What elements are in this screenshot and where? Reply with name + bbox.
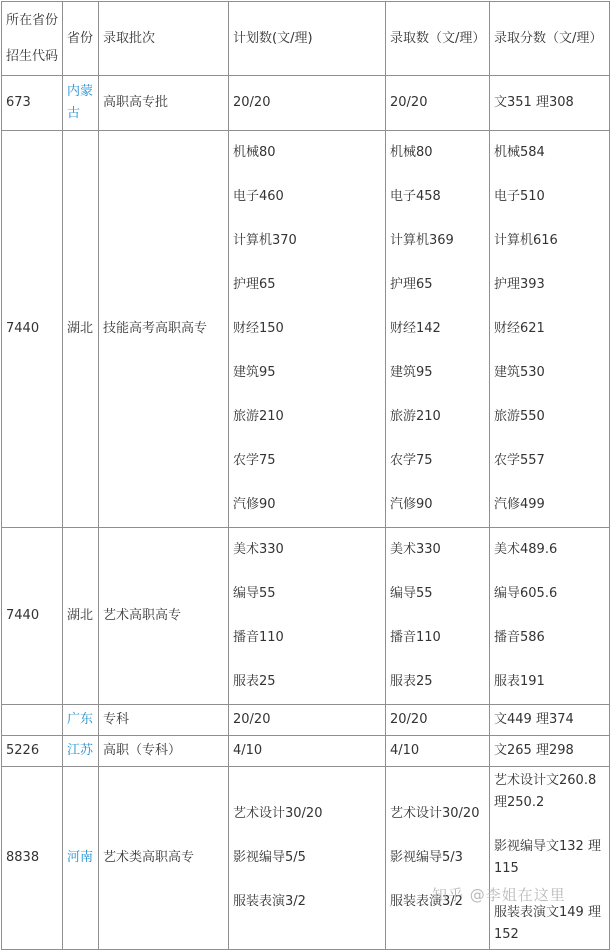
batch-cell: 专科 xyxy=(99,705,229,736)
plan-item: 机械80 xyxy=(233,145,276,160)
score-item: 播音586 xyxy=(494,630,545,645)
admitted-item: 计算机369 xyxy=(390,233,454,248)
admitted-item: 建筑95 xyxy=(390,365,433,380)
table-row xyxy=(2,767,610,950)
table-row xyxy=(2,131,610,528)
header-code-line1: 所在省份 xyxy=(6,12,59,28)
score-item: 旅游550 xyxy=(494,409,545,424)
plan-cell: 20/20 xyxy=(229,705,386,736)
plan-cell: 20/20 xyxy=(229,76,386,131)
score-item: 汽修499 xyxy=(494,497,545,512)
score-item: 编导605.6 xyxy=(494,586,558,601)
code-cell: 7440 xyxy=(2,131,63,528)
score-item: 财经621 xyxy=(494,321,545,336)
admitted-cell xyxy=(386,131,490,528)
admitted-item: 财经142 xyxy=(390,321,441,336)
admitted-item: 美术330 xyxy=(390,542,441,557)
plan-item: 服装表演3/2 xyxy=(233,894,306,909)
code-cell: 5226 xyxy=(2,736,63,767)
admitted-item: 旅游210 xyxy=(390,409,441,424)
header-code xyxy=(2,2,63,76)
admitted-cell: 20/20 xyxy=(386,705,490,736)
admitted-item: 机械80 xyxy=(390,145,433,160)
admitted-item: 影视编导5/3 xyxy=(390,850,463,865)
scores-cell: 文265 理298 xyxy=(490,736,610,767)
plan-item: 护理65 xyxy=(233,277,276,292)
admitted-cell xyxy=(386,528,490,705)
score-item: 服表191 xyxy=(494,674,545,689)
batch-cell: 高职（专科） xyxy=(99,736,229,767)
admitted-item: 艺术设计30/20 xyxy=(390,806,480,821)
table-row xyxy=(2,528,610,705)
admitted-item: 汽修90 xyxy=(390,497,433,512)
score-item: 美术489.6 xyxy=(494,542,558,557)
admission-table xyxy=(1,1,610,950)
header-plan: 计划数(文/理) xyxy=(229,2,386,76)
scores-cell: 文449 理374 xyxy=(490,705,610,736)
score-item: 计算机616 xyxy=(494,233,558,248)
scores-cell xyxy=(490,131,610,528)
score-item: 服装表演文149 理152 xyxy=(494,905,601,942)
admitted-cell: 4/10 xyxy=(386,736,490,767)
plan-item: 财经150 xyxy=(233,321,284,336)
province-link[interactable]: 内蒙古 xyxy=(63,76,99,131)
scores-cell xyxy=(490,767,610,950)
batch-cell: 高职高专批 xyxy=(99,76,229,131)
admitted-item: 电子458 xyxy=(390,189,441,204)
code-cell: 7440 xyxy=(2,528,63,705)
table-row xyxy=(2,705,610,736)
batch-cell: 艺术类高职高专 xyxy=(99,767,229,950)
admitted-cell: 20/20 xyxy=(386,76,490,131)
province-link[interactable]: 河南 xyxy=(63,767,99,950)
scores-cell: 文351 理308 xyxy=(490,76,610,131)
plan-cell xyxy=(229,528,386,705)
plan-item: 旅游210 xyxy=(233,409,284,424)
header-code-line2: 招生代码 xyxy=(6,48,59,64)
score-item: 农学557 xyxy=(494,453,545,468)
plan-item: 电子460 xyxy=(233,189,284,204)
admitted-item: 服表25 xyxy=(390,674,433,689)
score-item: 机械584 xyxy=(494,145,545,160)
watermark: 知乎 @李姐在这里 xyxy=(432,886,566,904)
header-batch: 录取批次 xyxy=(99,2,229,76)
score-item: 护理393 xyxy=(494,277,545,292)
table-row xyxy=(2,736,610,767)
plan-item: 服表25 xyxy=(233,674,276,689)
admitted-item: 播音110 xyxy=(390,630,441,645)
province-link[interactable]: 广东 xyxy=(63,705,99,736)
plan-item: 汽修90 xyxy=(233,497,276,512)
code-cell: 8838 xyxy=(2,767,63,950)
score-item: 影视编导文132 理115 xyxy=(494,839,601,876)
admitted-item: 护理65 xyxy=(390,277,433,292)
plan-cell xyxy=(229,131,386,528)
admitted-item: 农学75 xyxy=(390,453,433,468)
score-item: 建筑530 xyxy=(494,365,545,380)
score-item: 艺术设计文260.8 理250.2 xyxy=(494,773,597,810)
plan-item: 影视编导5/5 xyxy=(233,850,306,865)
province-cell: 湖北 xyxy=(63,528,99,705)
score-item: 电子510 xyxy=(494,189,545,204)
plan-item: 艺术设计30/20 xyxy=(233,806,323,821)
code-cell: 673 xyxy=(2,76,63,131)
admitted-item: 服装表演3/2 xyxy=(390,894,463,909)
plan-cell xyxy=(229,767,386,950)
scores-cell xyxy=(490,528,610,705)
header-scores: 录取分数（文/理） xyxy=(490,2,610,76)
admitted-cell xyxy=(386,767,490,950)
plan-item: 建筑95 xyxy=(233,365,276,380)
header-admitted: 录取数（文/理） xyxy=(386,2,490,76)
plan-item: 播音110 xyxy=(233,630,284,645)
province-cell: 湖北 xyxy=(63,131,99,528)
province-link[interactable]: 江苏 xyxy=(63,736,99,767)
header-row xyxy=(2,2,610,76)
plan-cell: 4/10 xyxy=(229,736,386,767)
code-cell xyxy=(2,705,63,736)
batch-cell: 艺术高职高专 xyxy=(99,528,229,705)
batch-cell: 技能高考高职高专 xyxy=(99,131,229,528)
plan-item: 农学75 xyxy=(233,453,276,468)
admitted-item: 编导55 xyxy=(390,586,433,601)
header-province: 省份 xyxy=(63,2,99,76)
plan-item: 计算机370 xyxy=(233,233,297,248)
plan-item: 美术330 xyxy=(233,542,284,557)
table-row xyxy=(2,76,610,131)
plan-item: 编导55 xyxy=(233,586,276,601)
